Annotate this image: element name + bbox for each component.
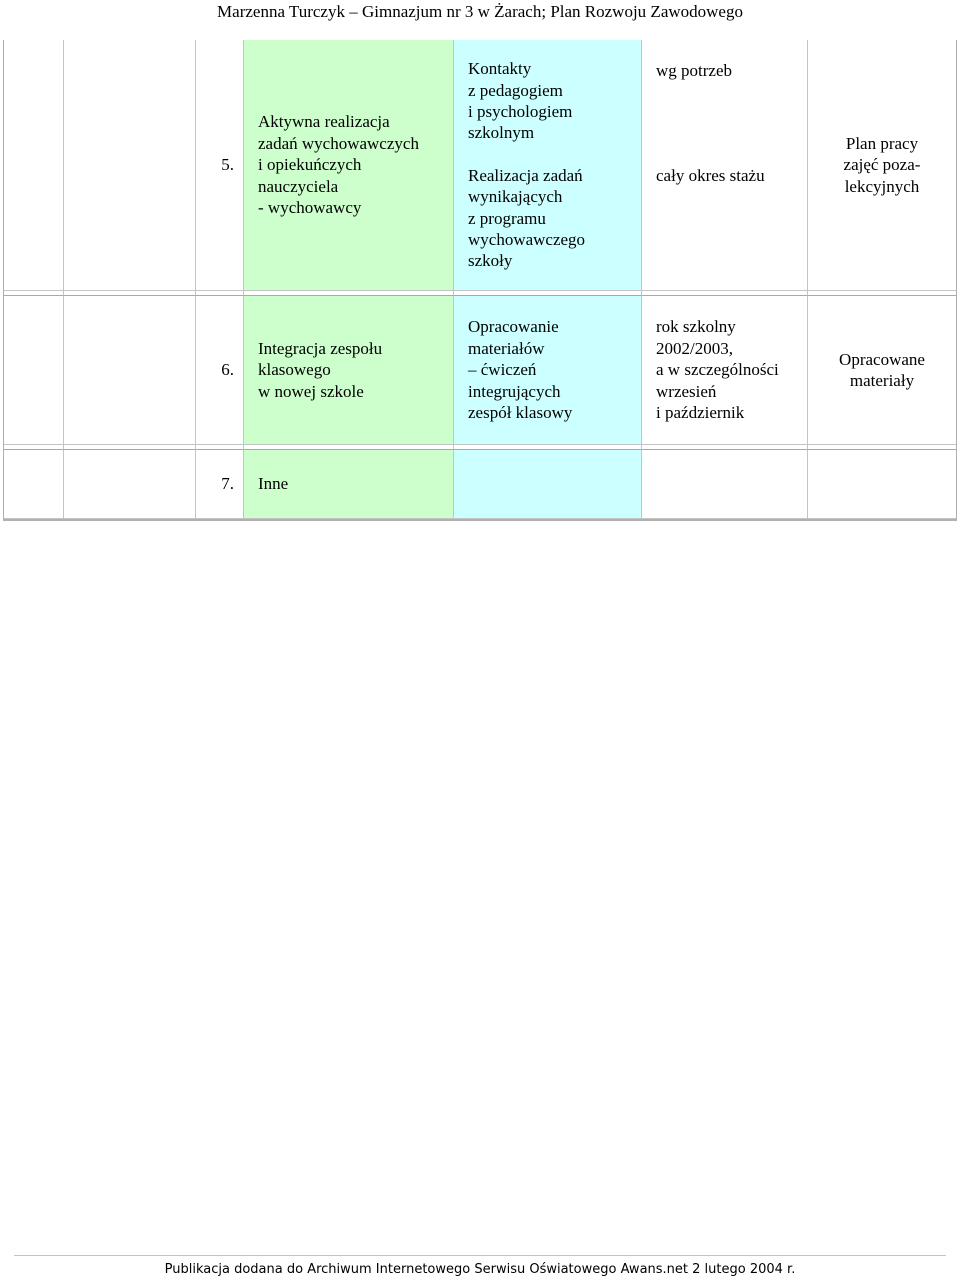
development-plan-table [3, 40, 957, 521]
effect-cell: Plan pracy zajęć poza- lekcyjnych [808, 40, 956, 291]
empty-cell [64, 40, 196, 291]
term-cell: rok szkolny 2002/2003, a w szczególności wrzesień i październik [642, 296, 808, 445]
term-cell [642, 450, 808, 519]
task-cell: Aktywna realizacja zadań wychowawczych i opiekuńczych nauczyciela - wychowawcy [244, 40, 454, 291]
empty-cell [64, 296, 196, 445]
empty-cell [64, 450, 196, 519]
effect-cell: Opracowane materiały [808, 296, 956, 445]
page-header: Marzenna Turczyk – Gimnazjum nr 3 w Żarach; Plan Rozwoju Zawodowego [217, 2, 743, 21]
task-cell: Integracja zespołu klasowego w nowej szkole [244, 296, 454, 445]
term-cell: wg potrzeb cały okres stażu [642, 40, 808, 291]
row-number: 7. [196, 450, 244, 519]
action-cell: Kontakty z pedagogiem i psychologiem szkolnym Realizacja zadań wynikających z programu wychowawczego szkoły [454, 40, 642, 291]
row-number: 5. [196, 40, 244, 291]
table-row [4, 296, 956, 445]
row-number: 6. [196, 296, 244, 445]
empty-cell [4, 40, 64, 291]
footer-divider [14, 1255, 946, 1256]
table-row [4, 450, 956, 519]
empty-cell [4, 296, 64, 445]
effect-cell [808, 450, 956, 519]
table-row [4, 40, 956, 291]
page-footer: Publikacja dodana do Archiwum Internetowego Serwisu Oświatowego Awans.net 2 lutego 2004 r. [164, 1262, 796, 1277]
action-cell: Opracowanie materiałów – ćwiczeń integrujących zespół klasowy [454, 296, 642, 445]
empty-cell [4, 450, 64, 519]
task-cell: Inne [244, 450, 454, 519]
action-cell [454, 450, 642, 519]
